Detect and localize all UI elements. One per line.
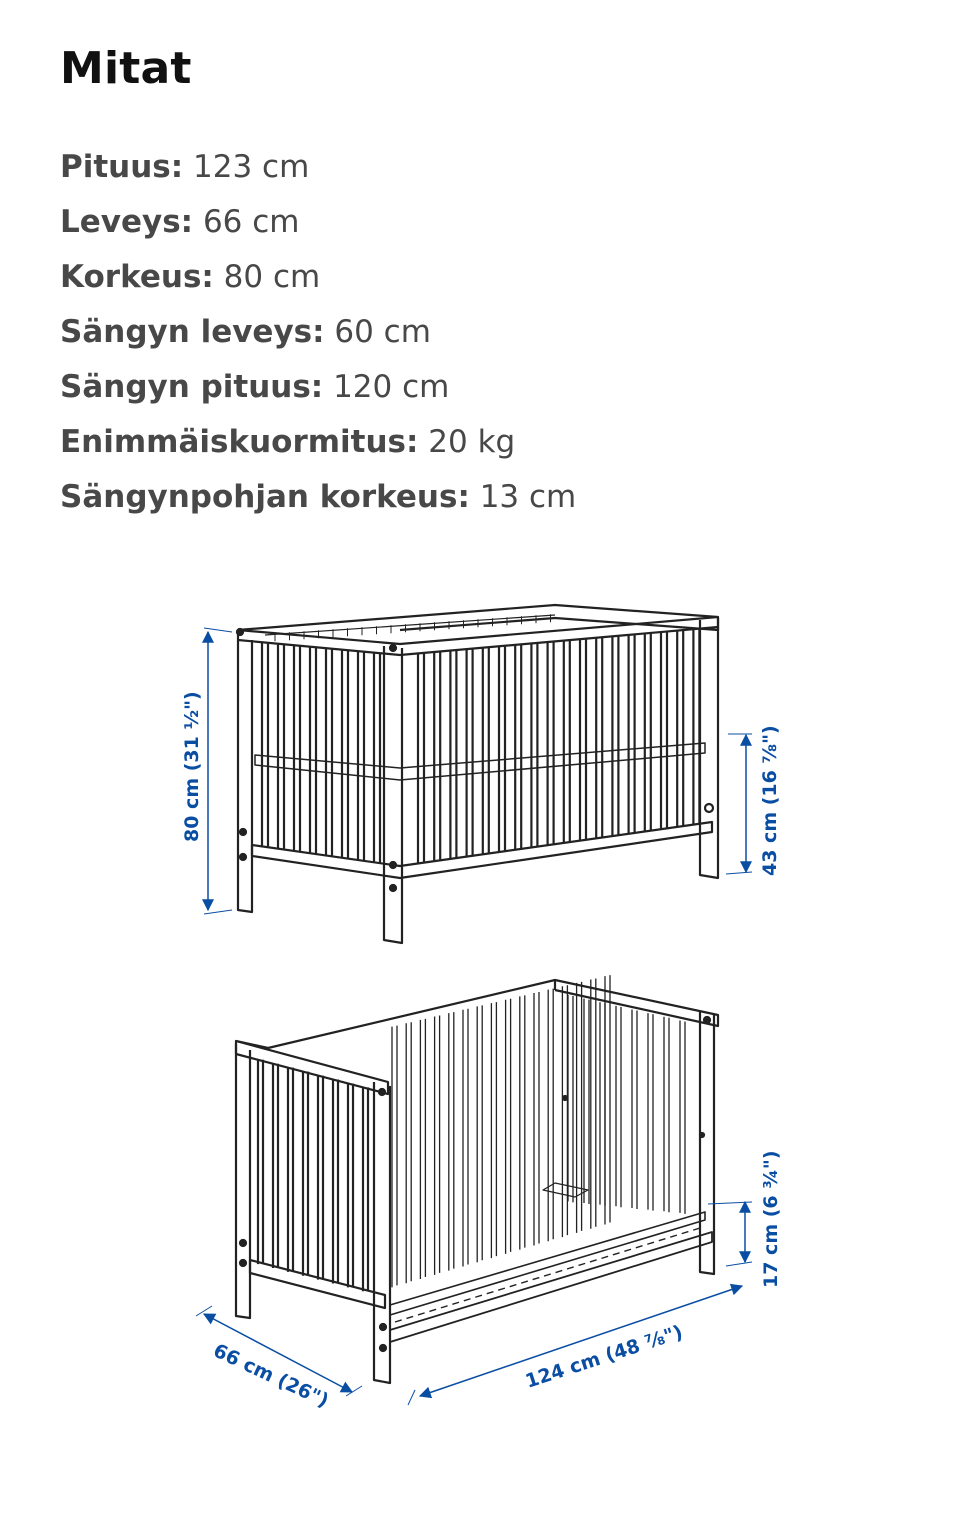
- base-height-dimension-label: 43 cm (16 ⅞"): [759, 725, 781, 876]
- dimension-row-height: [60, 250, 576, 305]
- dimension-row-bed-width: [60, 305, 576, 360]
- dimension-row-max-load: [60, 415, 576, 470]
- dimension-row-base-height: [60, 470, 576, 525]
- dimension-value: 60 cm: [334, 314, 431, 350]
- dimension-label: Sängyn leveys:: [60, 314, 325, 350]
- dimension-row-bed-length: [60, 360, 576, 415]
- dimension-value: 120 cm: [333, 369, 450, 405]
- dimension-label: Korkeus:: [60, 259, 214, 295]
- dimension-value: 66 cm: [202, 204, 300, 240]
- crib-raised-dimensions: [181, 628, 781, 914]
- dimension-label: Sängynpohjan korkeus:: [60, 479, 470, 515]
- page-title: Mitat: [60, 43, 192, 94]
- dimension-row-width: [60, 195, 576, 250]
- width-dimension-label: 66 cm (26"): [209, 1339, 332, 1413]
- dimension-value: 123 cm: [193, 149, 310, 185]
- dimension-value: 80 cm: [223, 259, 321, 295]
- length-dimension-label: 124 cm (48 ⅞"): [522, 1321, 686, 1393]
- crib-raised-drawing: [237, 605, 718, 943]
- dimension-value: 20 kg: [428, 424, 516, 460]
- lowered-base-height-dimension-label: 17 cm (6 ¾"): [760, 1150, 782, 1288]
- dimension-value: 13 cm: [479, 479, 577, 515]
- dimension-label: Sängyn pituus:: [60, 369, 324, 405]
- dimension-label: Leveys:: [60, 204, 194, 240]
- dimension-label: Pituus:: [60, 149, 184, 185]
- crib-lowered-drawing: [236, 975, 718, 1383]
- dimension-list: [60, 140, 576, 525]
- height-dimension-label: 80 cm (31 ½"): [181, 691, 203, 842]
- crib-dimension-illustration: [0, 560, 960, 1460]
- dimension-row-length: [60, 140, 576, 195]
- dimension-label: Enimmäiskuormitus:: [60, 424, 419, 460]
